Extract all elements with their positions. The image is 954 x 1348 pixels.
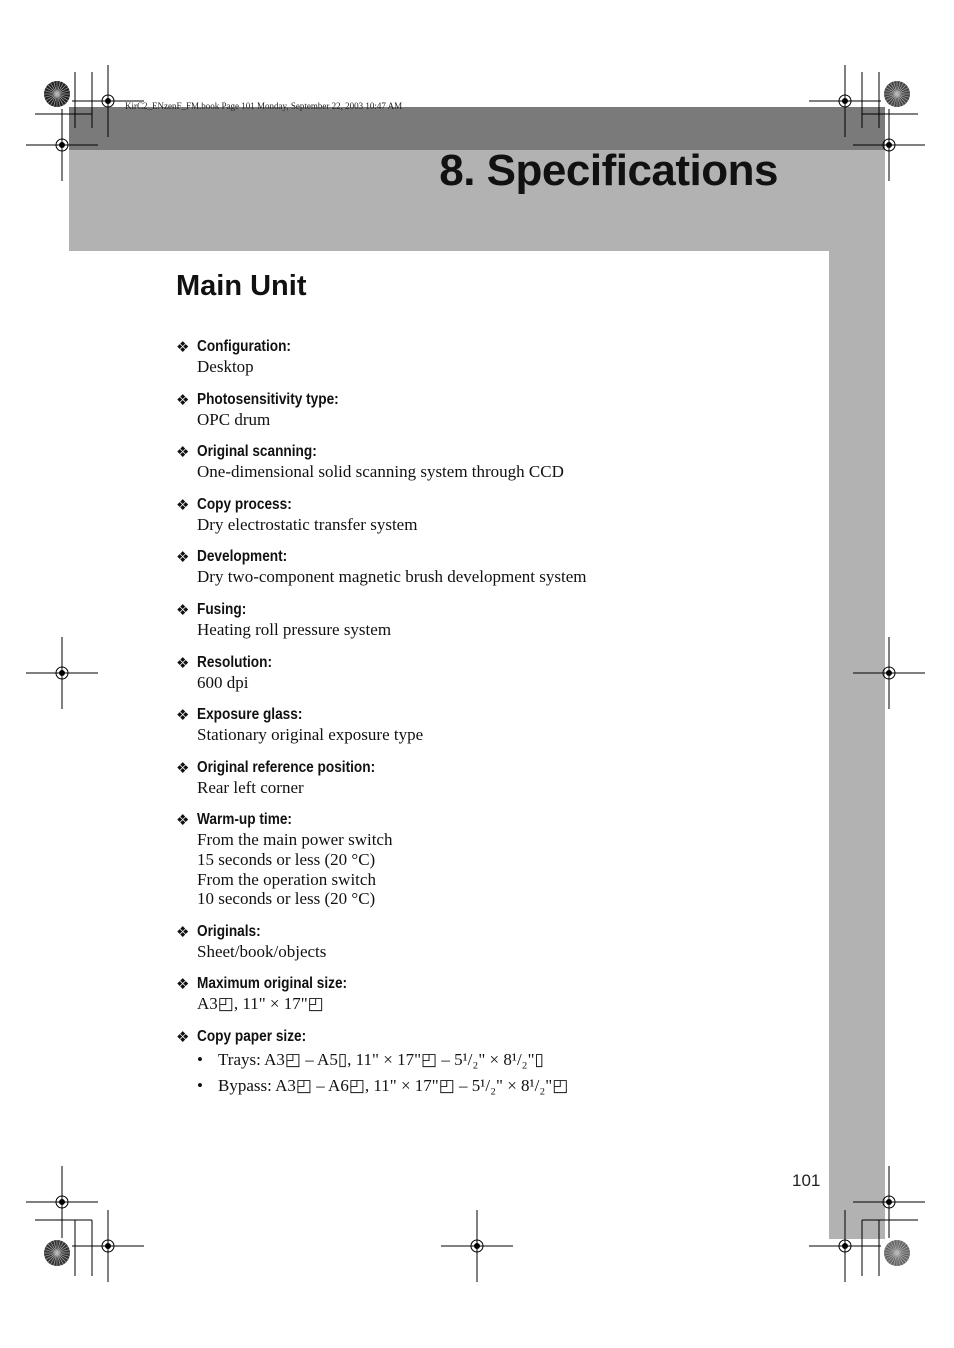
spec-value: Heating roll pressure system [197, 619, 392, 639]
spec-label: Original reference position: [197, 758, 376, 776]
spec-value: Desktop [197, 357, 254, 376]
color-target-icon [44, 1240, 70, 1266]
diamond-bullet-icon: ❖ [176, 758, 190, 777]
registration-mark-icon [809, 1210, 881, 1282]
diamond-bullet-icon: ❖ [176, 600, 190, 619]
spec-label: Maximum original size: [197, 975, 348, 993]
spec-label: Resolution: [197, 653, 273, 671]
color-target-icon [884, 1240, 910, 1266]
spec-label: Photosensitivity type: [197, 390, 339, 408]
diamond-bullet-icon: ❖ [176, 653, 190, 672]
spec-value: 10 seconds or less (20 °C) [197, 889, 376, 909]
spec-label: Original scanning: [197, 443, 317, 461]
list-dot-icon: • [197, 1075, 203, 1095]
diamond-bullet-icon: ❖ [176, 390, 190, 409]
spec-label: Exposure glass: [197, 706, 303, 724]
registration-mark-icon [26, 637, 98, 709]
spec-label: Warm-up time: [197, 811, 292, 829]
chapter-title: 8. Specifications [439, 146, 778, 195]
spec-value: OPC drum [197, 409, 271, 429]
print-header-meta: KirC2_ENzenF_FM.book Page 101 Monday, September 22, 2003 10:47 AM [125, 101, 403, 111]
section-title: Main Unit [176, 270, 307, 302]
spec-label: Copy paper size: [197, 1027, 307, 1045]
spec-label: Configuration: [197, 338, 291, 355]
diamond-bullet-icon: ❖ [176, 1027, 190, 1046]
registration-mark-icon [809, 65, 881, 137]
registration-mark-icon [72, 65, 144, 137]
spec-list-text: Trays: A3◰ – A5▯, 11" × 17"◰ – 5¹/₂" × 8¹/₂"▯ [218, 1049, 544, 1069]
diamond-bullet-icon: ❖ [176, 811, 190, 830]
spec-value: From the main power switch [197, 830, 393, 850]
diamond-bullet-icon: ❖ [176, 443, 190, 462]
color-target-icon [884, 81, 910, 107]
diamond-bullet-icon: ❖ [176, 338, 190, 356]
color-target-icon [44, 81, 70, 107]
diamond-bullet-icon: ❖ [176, 975, 190, 994]
spec-label: Fusing: [197, 600, 247, 618]
spec-value: Stationary original exposure type [197, 725, 424, 745]
spec-value: One-dimensional solid scanning system through CCD [197, 462, 564, 482]
list-dot-icon: • [197, 1049, 203, 1069]
spec-value: 600 dpi [197, 672, 249, 692]
diamond-bullet-icon: ❖ [176, 922, 190, 941]
spec-list-text: Bypass: A3◰ – A6◰, 11" × 17"◰ – 5¹/₂" × 8¹/₂"◰ [218, 1075, 569, 1095]
registration-mark-icon [853, 1166, 925, 1238]
diamond-bullet-icon: ❖ [176, 548, 190, 567]
page-number: 101 [792, 1171, 821, 1190]
spec-value: 15 seconds or less (20 °C) [197, 849, 376, 869]
spec-label: Development: [197, 548, 288, 566]
registration-mark-icon [441, 1210, 513, 1282]
spec-value: From the operation switch [197, 869, 376, 889]
spec-value: Sheet/book/objects [197, 941, 327, 961]
registration-mark-icon [26, 109, 98, 181]
registration-mark-icon [853, 109, 925, 181]
spec-value: A3◰, 11" × 17"◰ [197, 994, 324, 1014]
spec-label: Originals: [197, 922, 261, 940]
diamond-bullet-icon: ❖ [176, 706, 190, 725]
spec-value: Rear left corner [197, 777, 304, 797]
spec-label: Copy process: [197, 495, 292, 513]
registration-mark-icon [853, 637, 925, 709]
spec-value: Dry electrostatic transfer system [197, 514, 418, 534]
registration-mark-icon [26, 1166, 98, 1238]
diamond-bullet-icon: ❖ [176, 495, 190, 514]
registration-mark-icon [72, 1210, 144, 1282]
spec-value: Dry two-component magnetic brush development system [197, 567, 587, 587]
